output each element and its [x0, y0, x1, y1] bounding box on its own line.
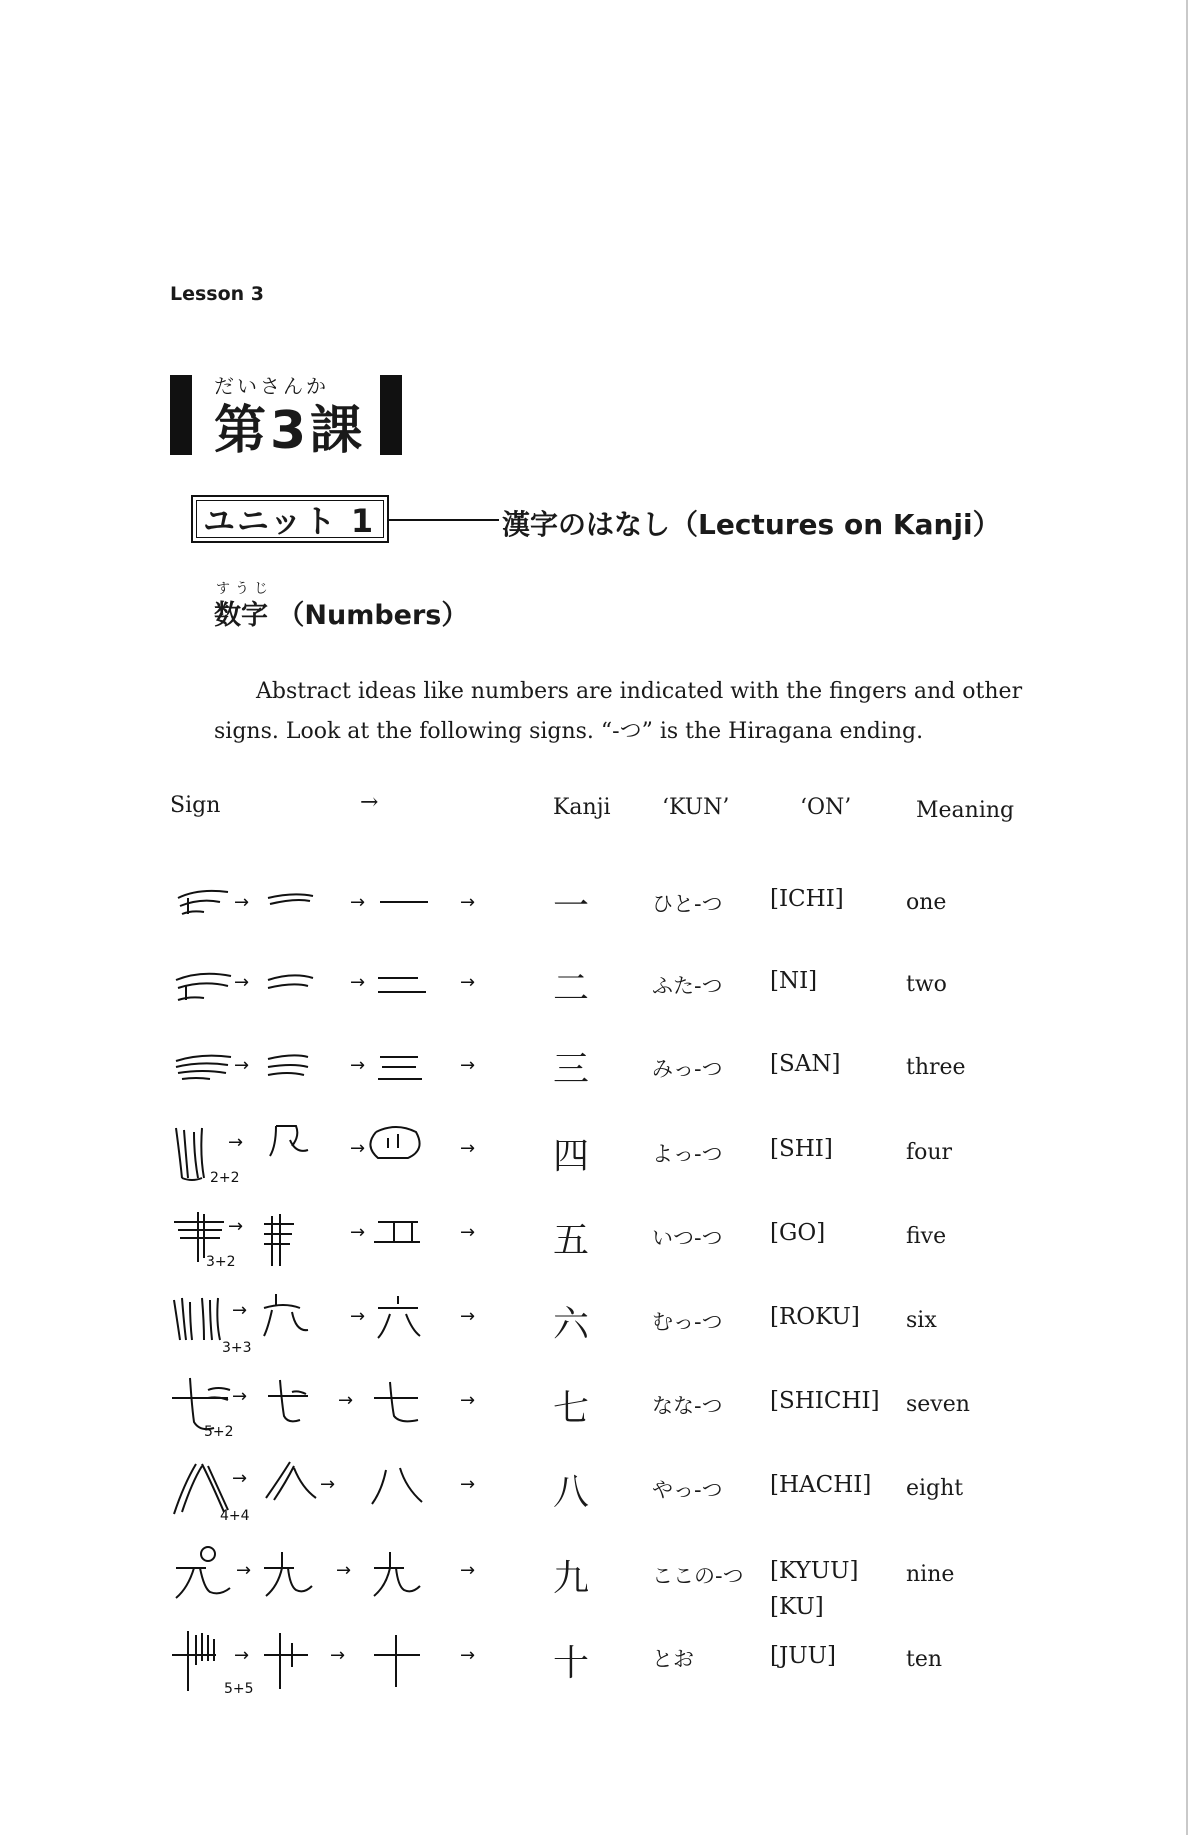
- svg-text:→: →: [460, 1306, 476, 1327]
- sign-evolution-four: [168, 1118, 528, 1198]
- svg-text:→: →: [232, 1386, 248, 1407]
- title-bar-right: [380, 375, 402, 455]
- meaning-cell: eight: [906, 1476, 964, 1501]
- kanji-cell: 二: [553, 968, 590, 1009]
- sign-evolution-two: [168, 952, 528, 1022]
- svg-text:→: →: [232, 1300, 248, 1321]
- svg-text:→: →: [228, 1132, 244, 1153]
- svg-text:→: →: [234, 892, 250, 913]
- svg-text:→: →: [350, 1138, 366, 1159]
- svg-text:→: →: [320, 1474, 336, 1495]
- kun-cell: いつ-つ: [652, 1226, 723, 1250]
- meaning-cell: two: [906, 972, 947, 997]
- svg-text:→: →: [236, 1560, 252, 1581]
- header-kanji: Kanji: [553, 795, 611, 820]
- on-cell: [SHICHI]: [770, 1388, 880, 1414]
- finger-sum: 5+5: [224, 1681, 254, 1697]
- meaning-cell: seven: [906, 1392, 970, 1417]
- svg-text:→: →: [350, 972, 366, 993]
- alt-on-reading: [KU]: [770, 1594, 824, 1620]
- on-cell: [ICHI]: [770, 886, 844, 912]
- svg-text:→: →: [228, 1216, 244, 1237]
- finger-sum: 2+2: [210, 1170, 240, 1186]
- table-row: [0, 1370, 1200, 1440]
- section-title: 数字 （Numbers）: [214, 600, 469, 631]
- kanji-cell: 八: [553, 1472, 590, 1513]
- meaning-cell: five: [906, 1224, 947, 1249]
- svg-text:→: →: [460, 892, 476, 913]
- svg-text:→: →: [234, 972, 250, 993]
- finger-sum: 3+3: [222, 1340, 252, 1356]
- meaning-cell: four: [906, 1140, 953, 1165]
- table-row: [0, 1454, 1200, 1524]
- svg-text:→: →: [460, 1055, 476, 1076]
- kun-cell: むっ-つ: [652, 1310, 723, 1334]
- on-cell: [SAN]: [770, 1051, 841, 1077]
- sign-evolution-three: [168, 1035, 528, 1105]
- meaning-cell: one: [906, 890, 947, 915]
- meaning-cell: three: [906, 1055, 966, 1080]
- meaning-cell: ten: [906, 1647, 943, 1672]
- section-ruby: すうじ: [216, 581, 273, 597]
- on-cell: [NI]: [770, 968, 818, 994]
- kanji-cell: 四: [553, 1136, 590, 1177]
- finger-sum: 3+2: [206, 1254, 236, 1270]
- kanji-cell: 六: [553, 1304, 590, 1345]
- header-kun: ‘KUN’: [662, 795, 730, 820]
- intro-line-1: Abstract ideas like numbers are indicated with the fingers and other: [256, 679, 1023, 704]
- svg-text:→: →: [234, 1645, 250, 1666]
- svg-text:→: →: [338, 1390, 354, 1411]
- intro-paragraph: [214, 672, 1034, 752]
- header-arrow: →: [360, 790, 379, 815]
- sign-evolution-eight: [168, 1454, 528, 1534]
- on-cell: [JUU]: [770, 1643, 836, 1669]
- kun-cell: よっ-つ: [652, 1142, 723, 1166]
- svg-text:→: →: [460, 1138, 476, 1159]
- sign-evolution-ten: [168, 1625, 528, 1705]
- kun-cell: ひと-つ: [652, 892, 723, 916]
- kanji-cell: 七: [553, 1388, 590, 1429]
- svg-text:→: →: [460, 972, 476, 993]
- intro-line-2: signs. Look at the following signs. “-つ” is the Hiragana ending.: [214, 719, 924, 744]
- on-cell: [HACHI]: [770, 1472, 872, 1498]
- header-sign: Sign: [170, 793, 221, 818]
- on-cell: [GO]: [770, 1220, 826, 1246]
- svg-text:→: →: [350, 1055, 366, 1076]
- sign-evolution-six: [168, 1286, 528, 1366]
- header-on: ‘ON’: [800, 795, 852, 820]
- sign-evolution-one: [168, 868, 528, 938]
- kanji-cell: 十: [553, 1643, 590, 1684]
- svg-text:→: →: [336, 1560, 352, 1581]
- svg-text:→: →: [330, 1645, 346, 1666]
- kun-cell: ふた-つ: [652, 974, 723, 998]
- meaning-cell: six: [906, 1308, 937, 1333]
- finger-sum: 5+2: [204, 1424, 234, 1440]
- table-row: [0, 1118, 1200, 1188]
- table-row: [0, 1286, 1200, 1356]
- kun-cell: なな-つ: [652, 1394, 723, 1418]
- kun-cell: やっ-つ: [652, 1478, 723, 1502]
- title-ruby: だいさんか: [214, 374, 329, 398]
- kun-cell: ここの-つ: [652, 1564, 744, 1588]
- kanji-cell: 一: [553, 886, 590, 927]
- sign-evolution-five: [168, 1202, 528, 1282]
- svg-text:→: →: [350, 892, 366, 913]
- kanji-cell: 九: [553, 1558, 590, 1599]
- kanji-cell: 五: [553, 1220, 590, 1261]
- unit-title: 漢字のはなし（Lectures on Kanji）: [502, 508, 1001, 541]
- kanji-cell: 三: [553, 1049, 590, 1090]
- table-row: [0, 1625, 1200, 1695]
- svg-text:→: →: [460, 1222, 476, 1243]
- svg-text:→: →: [460, 1645, 476, 1666]
- sign-evolution-seven: [168, 1370, 528, 1450]
- svg-text:→: →: [232, 1468, 248, 1489]
- table-row: [0, 952, 1200, 1022]
- on-cell: [SHI]: [770, 1136, 833, 1162]
- svg-text:→: →: [460, 1390, 476, 1411]
- meaning-cell: nine: [906, 1562, 955, 1587]
- svg-text:→: →: [460, 1560, 476, 1581]
- unit-label: ユニット 1: [191, 495, 389, 543]
- kun-cell: とお: [652, 1647, 694, 1671]
- on-cell: [ROKU]: [770, 1304, 860, 1330]
- on-cell: [KYUU]: [770, 1558, 859, 1584]
- title-bar-left: [170, 375, 192, 455]
- lesson-label: Lesson 3: [170, 283, 265, 305]
- svg-text:→: →: [350, 1222, 366, 1243]
- sign-evolution-nine: [168, 1540, 528, 1620]
- svg-text:→: →: [460, 1474, 476, 1495]
- table-row: [0, 1540, 1200, 1610]
- svg-text:→: →: [350, 1306, 366, 1327]
- table-row: [0, 1035, 1200, 1105]
- unit-connector: [389, 519, 499, 521]
- table-row: [0, 868, 1200, 938]
- svg-text:→: →: [234, 1055, 250, 1076]
- header-meaning: Meaning: [916, 798, 1015, 823]
- finger-sum: 4+4: [220, 1508, 250, 1524]
- page-title: 第3課: [214, 401, 367, 461]
- table-row: [0, 1202, 1200, 1272]
- kun-cell: みっ-つ: [652, 1057, 723, 1081]
